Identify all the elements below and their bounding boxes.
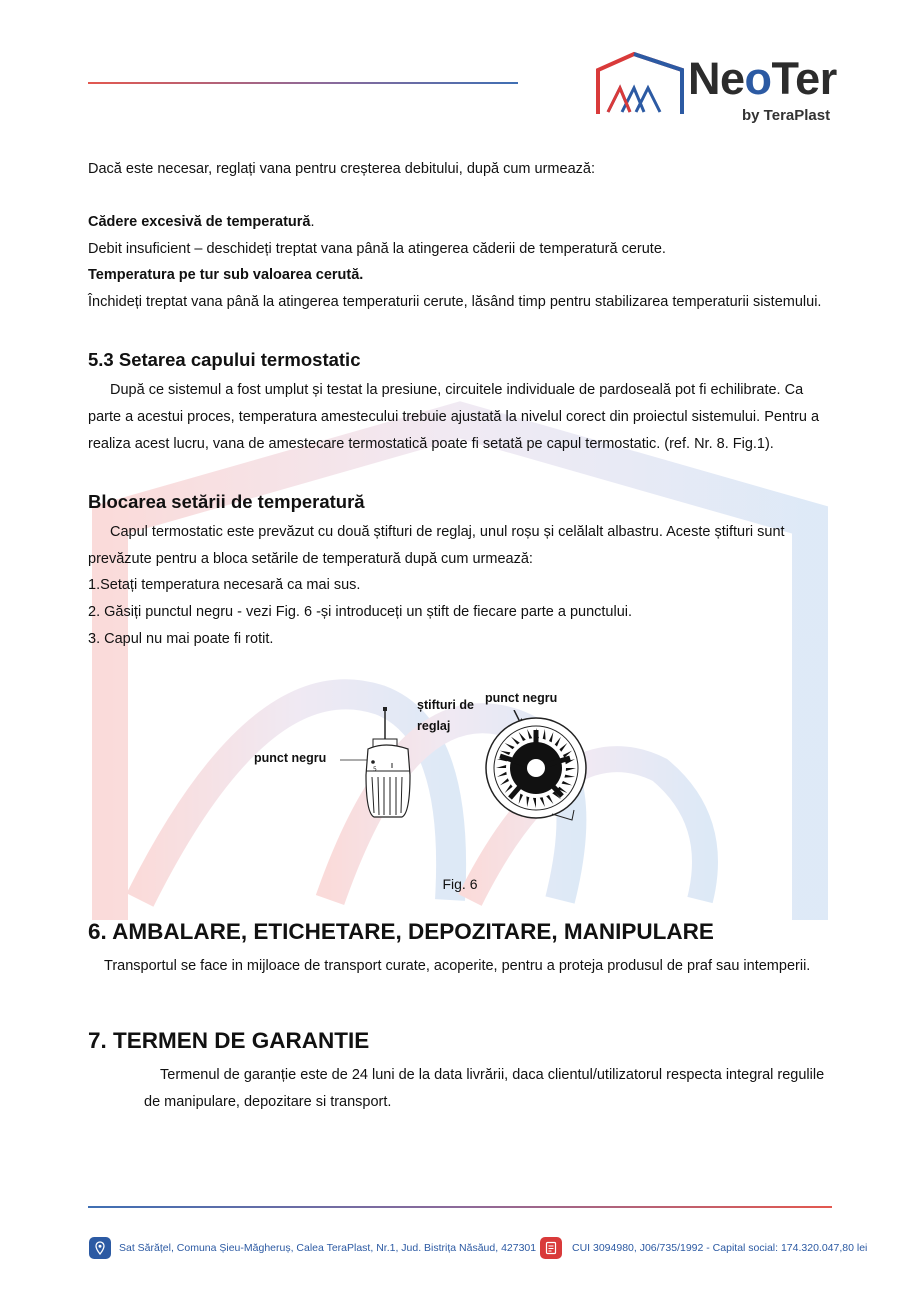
location-pin-icon [89,1237,111,1259]
locking-step-2: 2. Găsiți punctul negru - vezi Fig. 6 -și introduceți un știft de fiecare parte a punctului. [88,604,633,620]
thermostatic-head-side-illustration [340,705,420,823]
flow-temp-title: Temperatura pe tur sub valoarea cerută. [88,267,364,283]
footer-address: Sat Sărățel, Comuna Șieu-Măgheruș, Calea TeraPlast, Nr.1, Jud. Bistrița Năsăud, 427301 [119,1242,537,1254]
locking-heading: Blocarea setării de temperatură [88,491,365,512]
thermostatic-head-top-illustration [478,710,594,826]
label-black-dot-left: punct negru [254,751,327,765]
label-pins-line1: știfturi de [417,698,474,712]
footer-company-info: CUI 3094980, J06/735/1992 - Capital social: 174.320.047,80 lei [572,1242,868,1254]
section-7-text: Termenul de garanție este de 24 luni de la data livrării, daca clientul/utilizatorul respecta integral regulile de manipulare, depozitare si transport. [144,1067,825,1110]
footer-rule [88,1206,832,1208]
svg-text:5: 5 [373,766,377,773]
section-5-3-heading: 5.3 Setarea capului termostatic [88,349,361,370]
flow-temp-text: Închideți treptat vana până la atingerea temperaturii cerute, lăsând timp pentru stabilizarea temperaturii sistemului. [88,294,822,310]
section-5-3-text: După ce sistemul a fost umplut și testat la presiune, circuitele individuale de pardoseală pot fi echilibrate. Ca parte a acestui proces, temperatura amestecului trebuie ajustată la nivelul corect din proiectul sistemului. Pentru a realiza acest lucru, vana de amestecare termostatică poate fi setată pe capul termostatic. (ref. Nr. 8. Fig.1). [88,382,820,452]
locking-step-3: 3. Capul nu mai poate fi rotit. [88,631,274,647]
brand-subtitle: by TeraPlast [742,107,831,124]
excessive-drop-title: Cădere excesivă de temperatură. [88,214,315,230]
figure-caption: Fig. 6 [442,876,478,892]
excessive-drop-text: Debit insuficient – deschideți treptat vana până la atingerea căderii de temperatură cerute. [88,241,666,257]
locking-text: Capul termostatic este prevăzut cu două știfturi de reglaj, unul roșu și celălalt albastru. Aceste știfturi sunt prevăzute pentru a bloca setările de temperatură după cum urmează: [88,524,785,567]
neoter-logo-icon [594,50,686,116]
label-pins-line2: reglaj [417,719,451,733]
section-7-heading: 7. TERMEN DE GARANTIE [88,1028,370,1053]
locking-step-1: 1.Setați temperatura necesară ca mai sus. [88,577,361,593]
brand-name: NeoTer [688,53,837,104]
label-black-dot-right: punct negru [485,691,558,705]
document-icon [540,1237,562,1259]
intro-text: Dacă este necesar, reglați vana pentru creșterea debitului, după cum urmează: [88,161,595,177]
header-rule [88,82,518,84]
section-6-text: Transportul se face in mijloace de transport curate, acoperite, pentru a proteja produsul de praf sau intemperii. [104,958,811,974]
section-6-heading: 6. AMBALARE, ETICHETARE, DEPOZITARE, MANIPULARE [88,919,714,944]
